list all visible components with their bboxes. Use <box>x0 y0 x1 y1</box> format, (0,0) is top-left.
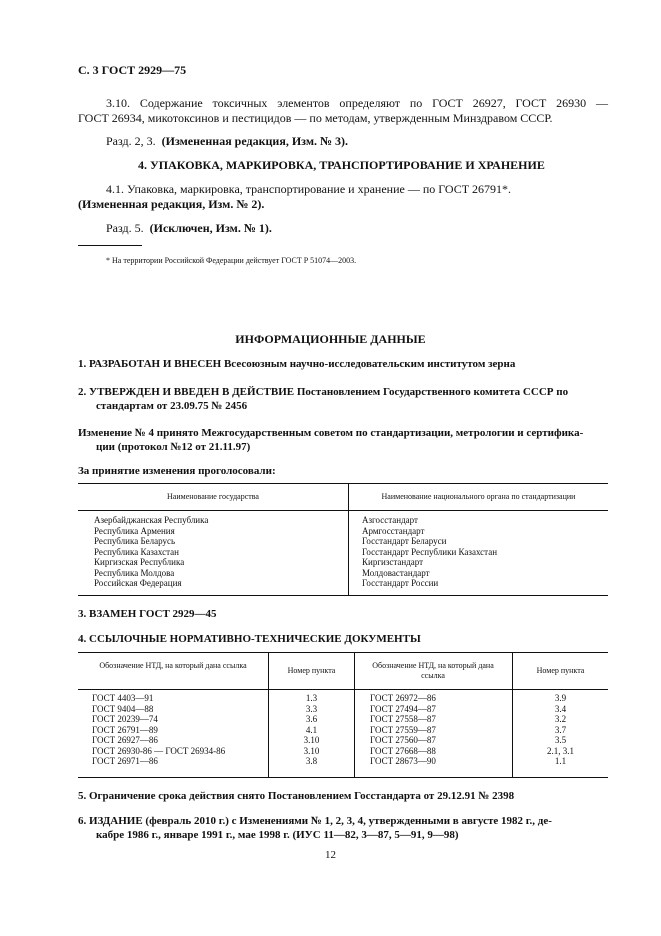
ref-header-clause-2: Номер пункта <box>536 666 585 675</box>
info-item-6-line2: кабре 1986 г., январе 1991 г., мае 1998 г. (ИУС 11—82, 3—87, 5—91, 9—98) <box>96 829 459 841</box>
ref-clause: 3.5 <box>554 735 567 745</box>
voted-label: За принятие изменения проголосовали: <box>78 465 276 477</box>
ref-clause: 3.10 <box>303 745 320 756</box>
paragraph-3-10-line1: 3.10. Содержание токсичных элементов определяют по ГОСТ 26927, ГОСТ 26930 — <box>106 96 608 110</box>
ref-doc: ГОСТ 26927—86 <box>92 735 158 745</box>
ref-doc: ГОСТ 9404—88 <box>92 703 154 714</box>
info-item-6-line1: 6. ИЗДАНИЕ (февраль 2010 г.) с Изменениями № 1, 2, 3, 4, утвержденными в августе 1982 г., де- <box>78 815 552 827</box>
ref-header-doc-1: Обозначение НТД, на который дана ссылка <box>99 661 247 670</box>
voting-bodies-column <box>362 515 497 589</box>
ref-clauses-column-2 <box>513 693 608 767</box>
ref-clause: 3.3 <box>305 703 318 714</box>
ref-header-clause-1: Номер пункта <box>287 666 336 675</box>
standards-body-name: Азгосстандарт <box>362 515 418 525</box>
ref-clauses-column-1 <box>269 693 354 767</box>
razd-2-3-change: (Измененная редакция, Изм. № 3). <box>161 134 349 148</box>
ref-doc: ГОСТ 20239—74 <box>92 714 158 724</box>
ref-clause: 3.8 <box>305 756 318 766</box>
state-name: Киргизская Республика <box>94 557 185 567</box>
ref-divider-2 <box>354 653 355 777</box>
ref-clause: 3.4 <box>554 703 567 714</box>
ref-clause: 3.6 <box>305 714 318 724</box>
standards-body-name: Киргизстандарт <box>362 557 424 567</box>
ref-doc: ГОСТ 27559—87 <box>370 724 436 735</box>
state-name: Республика Беларусь <box>94 536 176 546</box>
ref-clause: 3.10 <box>303 735 320 745</box>
razd-2-3-prefix: Разд. 2, 3. <box>106 134 156 148</box>
ref-clause: 4.1 <box>305 724 318 735</box>
info-item-3: 3. ВЗАМЕН ГОСТ 2929—45 <box>78 608 217 620</box>
state-name: Российская Федерация <box>94 578 182 588</box>
ref-doc: ГОСТ 27560—87 <box>370 735 436 745</box>
ref-doc: ГОСТ 27494—87 <box>370 703 436 714</box>
ref-doc: ГОСТ 27668—88 <box>370 745 436 756</box>
page-number: 12 <box>325 849 336 861</box>
ref-doc: ГОСТ 26930-86 — ГОСТ 26934-86 <box>92 745 226 756</box>
ref-clause: 1.1 <box>554 756 567 766</box>
standards-body-name: Армгосстандарт <box>362 525 425 536</box>
ref-doc: ГОСТ 26972—86 <box>370 693 436 703</box>
voting-header-state: Наименование государства <box>167 492 259 501</box>
ref-doc: ГОСТ 28673—90 <box>370 756 436 766</box>
voting-table <box>78 483 608 596</box>
paragraph-3-10-line2: ГОСТ 26934, микотоксинов и пестицидов — по методам, утвержденным Минздравом СССР. <box>78 111 553 125</box>
razd-5-note <box>106 221 272 235</box>
ref-clause: 3.7 <box>554 724 567 735</box>
paragraph-4-1: 4.1. Упаковка, маркировка, транспортирование и хранение — по ГОСТ 26791*. <box>106 182 512 196</box>
state-name: Азербайджанская Республика <box>94 515 209 525</box>
ref-doc: ГОСТ 4403—91 <box>92 693 154 703</box>
ref-clause: 1.3 <box>305 693 318 703</box>
info-item-4: 4. ССЫЛОЧНЫЕ НОРМАТИВНО-ТЕХНИЧЕСКИЕ ДОКУМЕНТЫ <box>78 633 421 645</box>
info-item-1: 1. РАЗРАБОТАН И ВНЕСЕН Всесоюзным научно-исследовательским институтом зерна <box>78 358 516 370</box>
info-item-5: 5. Ограничение срока действия снято Постановлением Госстандарта от 29.12.91 № 2398 <box>78 790 515 802</box>
footnote-rule <box>78 245 142 246</box>
standards-body-name: Госстандарт Беларуси <box>362 536 447 546</box>
change-4-line1: Изменение № 4 принято Межгосударственным советом по стандартизации, метрологии и сертифика- <box>78 427 584 439</box>
ref-clause: 3.2 <box>554 714 567 724</box>
ref-clause: 2.1, 3.1 <box>547 745 574 756</box>
standards-body-name: Молдовастандарт <box>362 567 430 578</box>
ref-clause: 3.9 <box>554 693 567 703</box>
razd-2-3-note <box>106 134 348 148</box>
ref-table <box>78 652 608 778</box>
page-header: С. 3 ГОСТ 2929—75 <box>78 63 187 77</box>
ref-doc: ГОСТ 26791—89 <box>92 724 158 735</box>
section-4-title: 4. УПАКОВКА, МАРКИРОВКА, ТРАНСПОРТИРОВАНИЕ И ХРАНЕНИЕ <box>138 158 545 172</box>
info-title: ИНФОРМАЦИОННЫЕ ДАННЫЕ <box>235 332 426 346</box>
info-item-2-line2: стандартам от 23.09.75 № 2456 <box>96 400 248 412</box>
razd-5-prefix: Разд. 5. <box>106 221 144 235</box>
ref-header-doc-2: Обозначение НТД, на который дана ссылка <box>372 661 494 680</box>
ref-docs-column-1 <box>92 693 225 767</box>
standards-body-name: Госстандарт России <box>362 578 439 588</box>
ref-header-rule <box>78 689 608 690</box>
standards-body-name: Госстандарт Республики Казахстан <box>362 546 498 557</box>
ref-doc: ГОСТ 27558—87 <box>370 714 436 724</box>
voting-states-column <box>94 515 208 589</box>
state-name: Республика Армения <box>94 525 175 536</box>
state-name: Республика Молдова <box>94 567 175 578</box>
paragraph-4-1-note: (Измененная редакция, Изм. № 2). <box>78 197 265 211</box>
change-4-line2: ции (протокол №12 от 21.11.97) <box>96 441 251 453</box>
info-item-2-line1: 2. УТВЕРЖДЕН И ВВЕДЕН В ДЕЙСТВИЕ Постановлением Государственного комитета СССР по <box>78 386 569 398</box>
ref-doc: ГОСТ 26971—86 <box>92 756 158 766</box>
voting-table-header-rule <box>78 510 608 511</box>
razd-5-change: (Исключен, Изм. № 1). <box>149 221 272 235</box>
voting-header-body: Наименование национального органа по стандартизации <box>381 492 576 501</box>
ref-docs-column-2 <box>370 693 436 767</box>
state-name: Республика Казахстан <box>94 546 179 557</box>
footnote: * На территории Российской Федерации действует ГОСТ Р 51074—2003. <box>106 256 357 265</box>
